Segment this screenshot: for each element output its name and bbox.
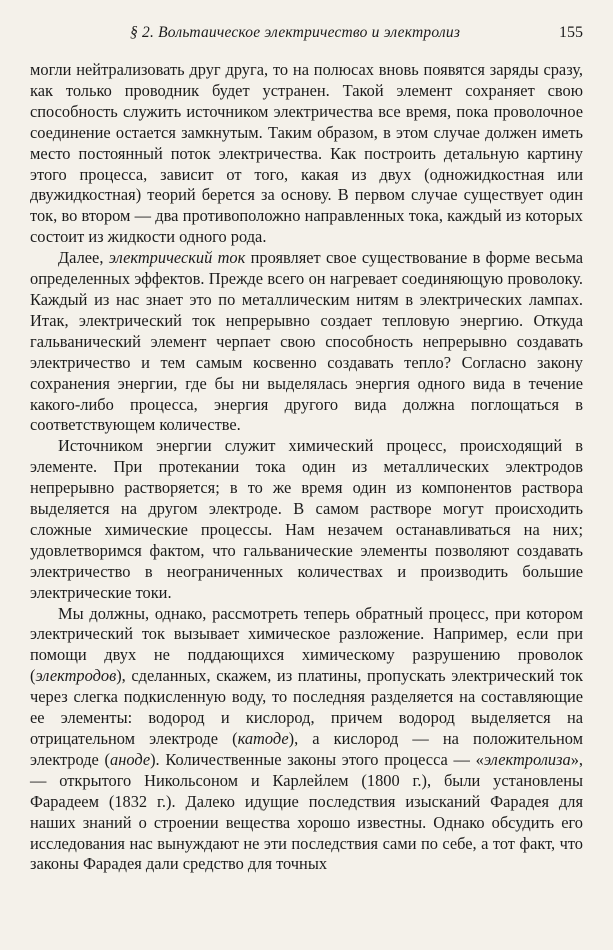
emphasis-term: электродов	[35, 666, 117, 686]
paragraph-3	[30, 436, 583, 603]
text-run: ), а кислород — на положительном электроде (	[30, 729, 583, 769]
text-run: могли нейтрализовать друг друга, то на полюсах вновь появятся заряды сразу, как только проводник будет устранен. Такой элемент сохраняет свою способность служить источником электричества все время, пока проволочное соединение остается замкнутым. Таким образом, в этом случае должен иметь место постоянный поток электричества. Как построить детальную картину этого процесса, зависит от того, какая из двух (одножидкостная или двужидкостная) теорий берется за основу. В первом случае существует один ток, во втором — два противоположно направленных тока, каждый из которых состоит из жидкости одного рода.	[30, 60, 583, 247]
emphasis-term: аноде	[110, 749, 151, 769]
body-text	[30, 60, 583, 875]
text-run: Далее,	[58, 248, 109, 268]
text-run: Источником энергии служит химический процесс, происходящий в элементе. При протекании тока один из металлических электродов непрерывно растворяется; в то же время один из компонентов раствора выделяется на другом электроде. В самом растворе могут происходить сложные химические процессы. Нам незачем останавливаться на них; удовлетворимся фактом, что гальванические элементы позволяют создавать электричество в неограниченных количествах и производить большие электрические токи.	[30, 436, 583, 602]
page-number: 155	[559, 24, 583, 41]
paragraph-4	[30, 604, 583, 876]
emphasis-term: электрический ток	[108, 248, 246, 268]
text-run: ). Количественные законы этого процесса — «	[150, 749, 484, 769]
book-page	[30, 20, 583, 875]
emphasis-term: электролиза	[483, 749, 571, 769]
paragraph-2	[30, 248, 583, 436]
text-run: Мы должны, однако, рассмотреть теперь обратный процесс, при котором электрический ток вызывает химическое разложение. Например, если при помощи двух не поддающихся химическому разрушению проволок (	[30, 603, 583, 686]
text-run: », — открытого Никольсоном и Карлейлем (1800 г.), были установлены Фарадеем (1832 г.). Далеко идущие последствия изысканий Фарадея для наших знаний о строении вещества хорошо известны. Однако обсудить его исследования нас вынуждают не эти последствия сами по себе, а тот факт, что законы Фарадея дали средство для точных	[30, 749, 583, 874]
section-title: § 2. Вольтаическое электричество и электролиз	[130, 24, 461, 41]
paragraph-1	[30, 60, 583, 248]
text-run: ), сделанных, скажем, из платины, пропускать электрический ток через слегка подкисленную воду, то последняя разделяется на составляющие ее элементы: водород и кислород, причем водород выделяется на отрицательном электроде (	[30, 666, 583, 748]
emphasis-term: катоде	[237, 729, 289, 748]
text-run: проявляет свое существование в форме весьма определенных эффектов. Прежде всего он нагревает соединяющую проволоку. Каждый из нас знает это по металлическим нитям в электрических лампах. Итак, электрический ток непрерывно создает тепловую энергию. Откуда гальванический элемент черпает свою способность непрерывно создавать электричество и тем самым косвенно создавать тепло? Согласно закону сохранения энергии, где бы ни выделялась энергия одного вида в течение какого-либо процесса, энергия другого вида должна поглощаться в соответствующем количестве.	[30, 248, 584, 435]
running-head	[30, 20, 583, 46]
